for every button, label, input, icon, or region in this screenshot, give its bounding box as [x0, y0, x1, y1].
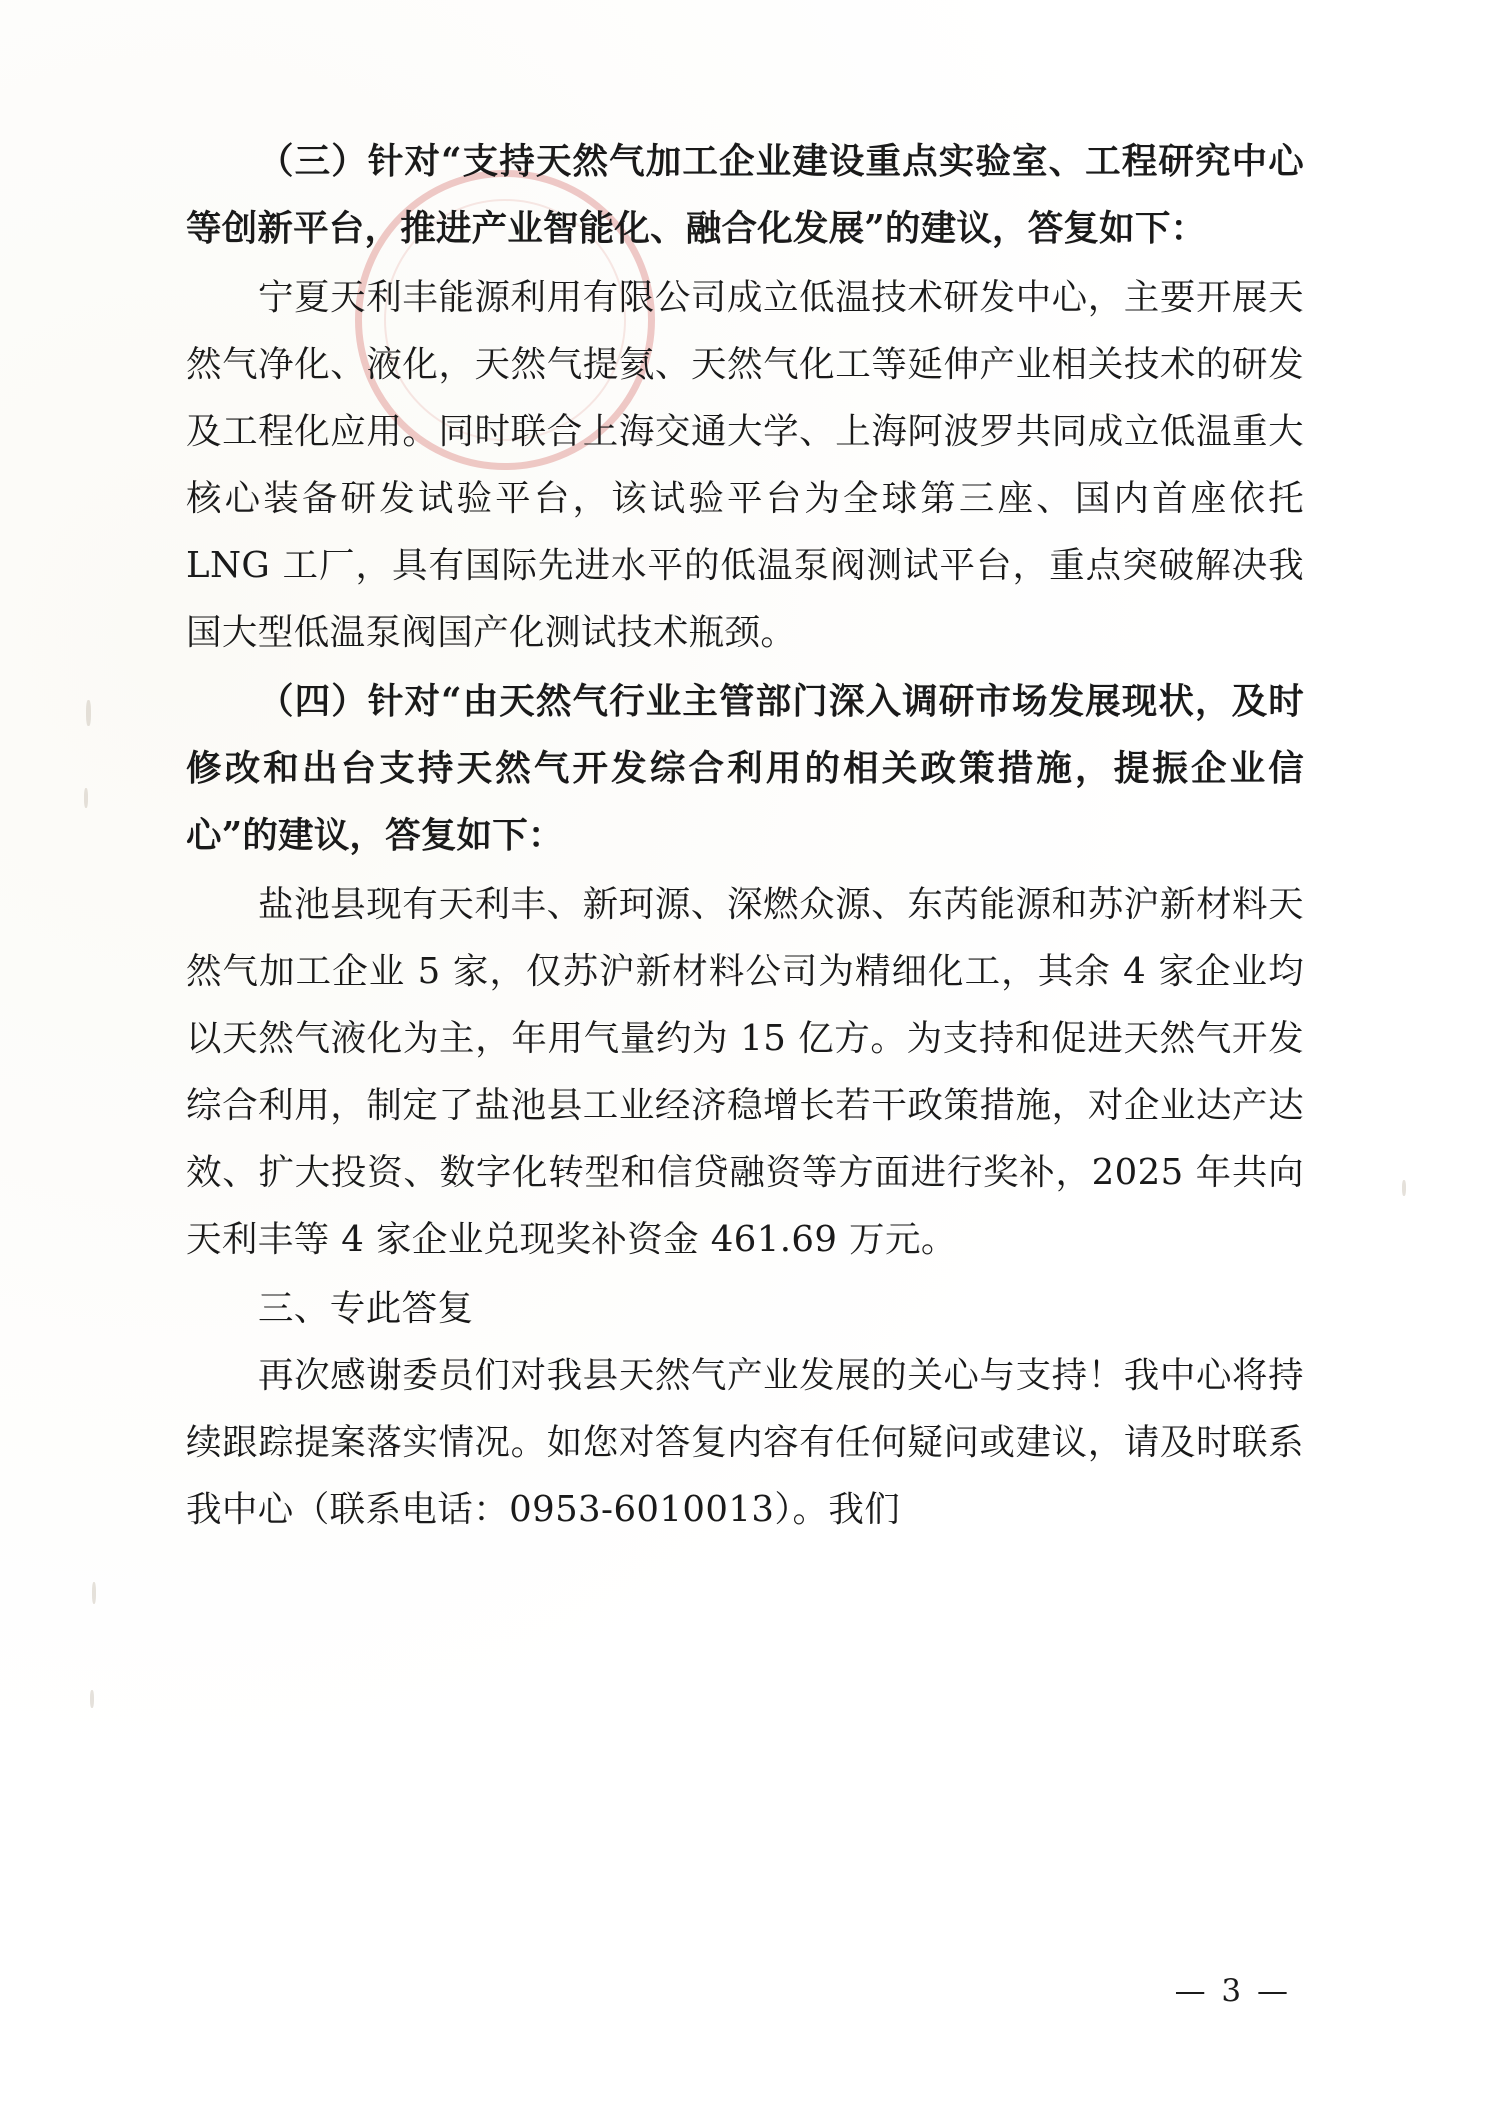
paragraph-item-3-question: （三）针对“支持天然气加工企业建设重点实验室、工程研究中心等创新平台，推进产业智能化、融合化发展”的建议，答复如下：: [186, 141, 1304, 249]
paragraph-item-3-answer: 宁夏天利丰能源利用有限公司成立低温技术研发中心，主要开展天然气净化、液化，天然气提氦、天然气化工等延伸产业相关技术的研发及工程化应用。同时联合上海交通大学、上海阿波罗共同成立低温重大核心装备研发试验平台，该试验平台为全球第三座、国内首座依托 LNG 工厂，具有国际先进水平的低温泵阀测试平台，重点突破解决我国大型低温泵阀国产化测试技术瓶颈。: [186, 277, 1304, 653]
scan-speck: [90, 1690, 94, 1708]
scan-speck: [84, 788, 88, 808]
paragraph-item-4-answer: 盐池县现有天利丰、新珂源、深燃众源、东芮能源和苏沪新材料天然气加工企业 5 家，仅苏沪新材料公司为精细化工，其余 4 家企业均以天然气液化为主，年用气量约为 15 亿方。为支持和促进天然气开发综合利用，制定了盐池县工业经济稳增长若干政策措施，对企业达产达效、扩大投资、数字化转型和信贷融资等方面进行奖补，2025 年共向天利丰等 4 家企业兑现奖补资金 461.69 万元。: [186, 884, 1304, 1260]
section-heading-3: 三、专此答复: [258, 1288, 474, 1329]
scan-speck: [92, 1582, 96, 1604]
scan-speck: [86, 700, 91, 726]
paragraph-section-3-body: 再次感谢委员们对我县天然气产业发展的关心与支持！我中心将持续跟踪提案落实情况。如您对答复内容有任何疑问或建议，请及时联系我中心（联系电话：0953-6010013）。我们: [186, 1355, 1304, 1530]
page-number: — 3 —: [1174, 1973, 1291, 2009]
document-body: [186, 128, 1304, 1545]
paragraph-item-4-question: （四）针对“由天然气行业主管部门深入调研市场发展现状，及时修改和出台支持天然气开发综合利用的相关政策措施，提振企业信心”的建议，答复如下：: [186, 681, 1304, 856]
scan-speck: [1402, 1180, 1406, 1196]
